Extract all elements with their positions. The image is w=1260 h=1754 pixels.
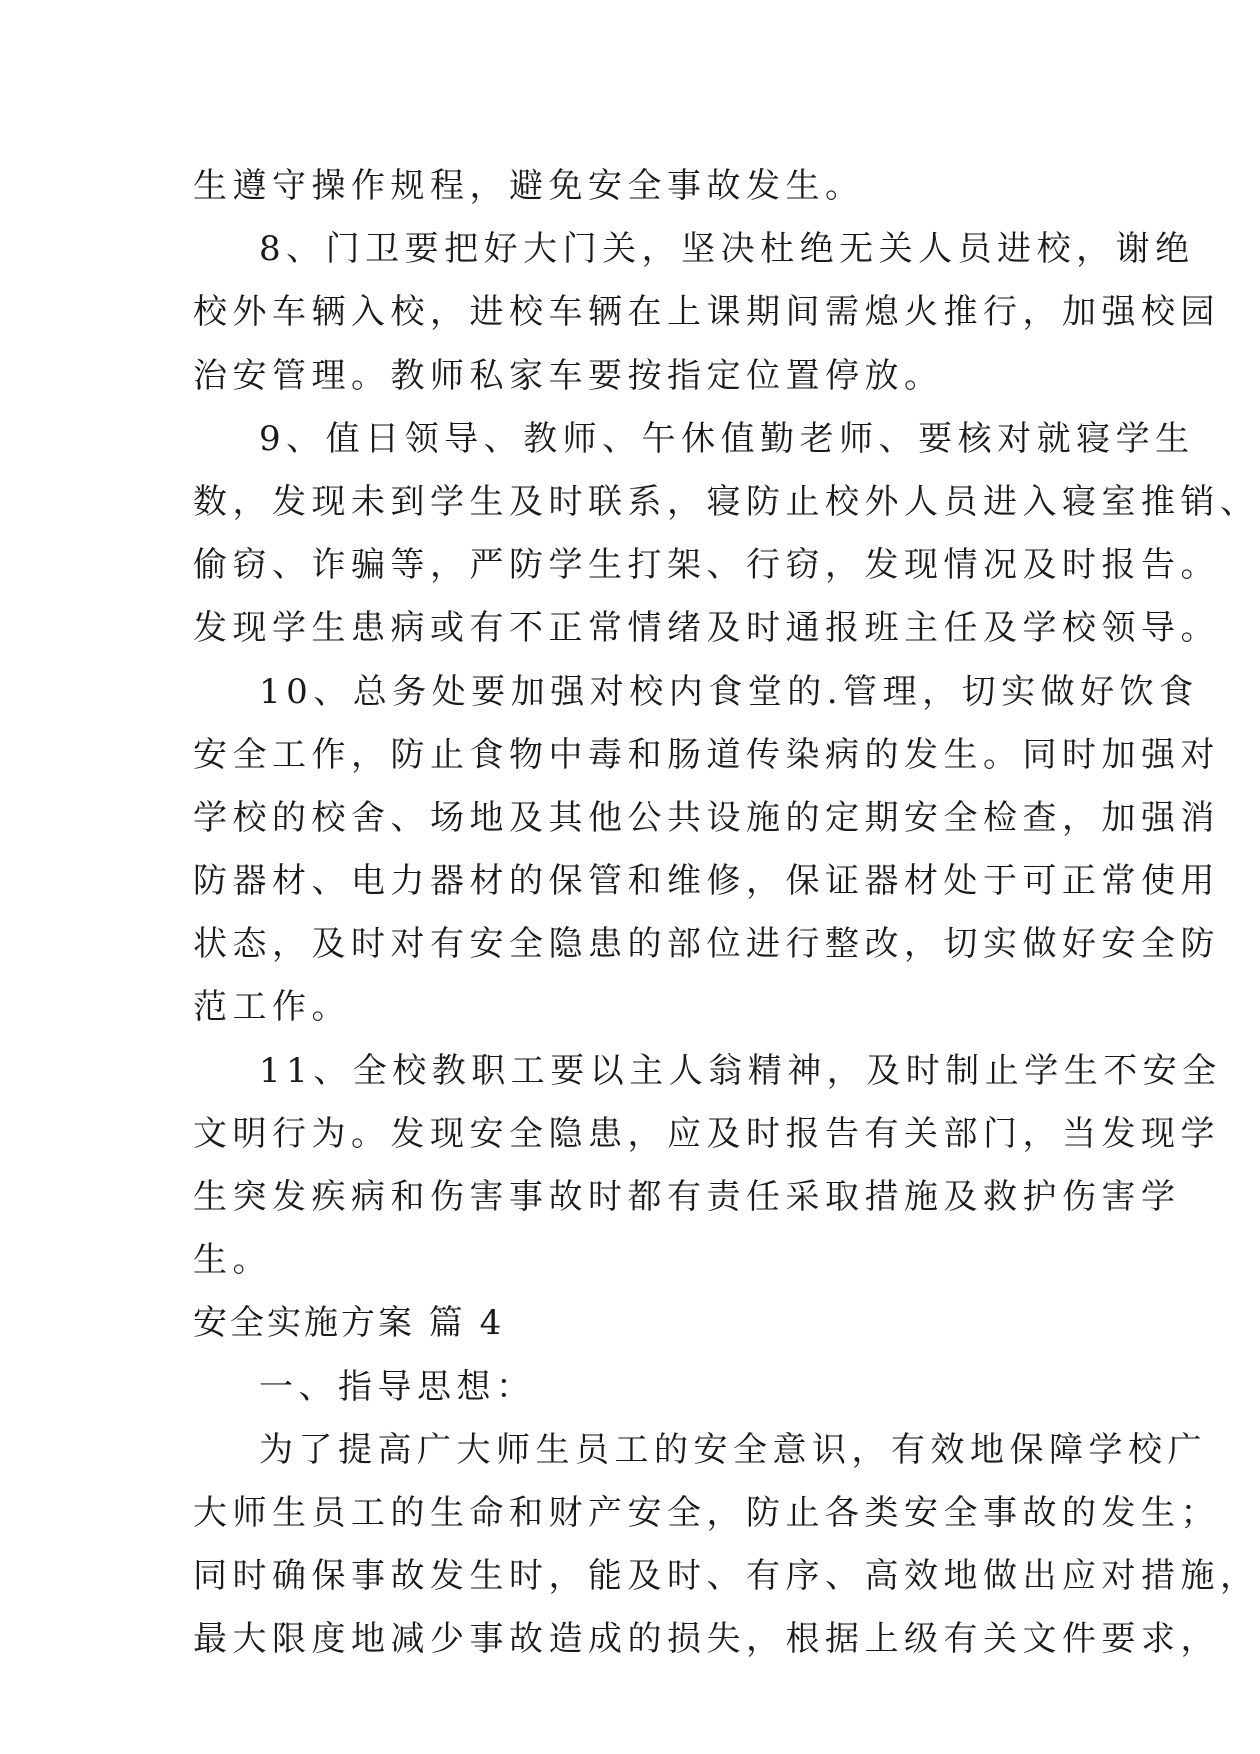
text-line: 大师生员工的生命和财产安全，防止各类安全事故的发生； [193, 1492, 1220, 1533]
text-line: 11、全校教职工要以主人翁精神，及时制止学生不安全 [259, 1050, 1222, 1091]
text-line: 数，发现未到学生及时联系，寝防止校外人员进入寝室推销、 [193, 481, 1260, 522]
text-line: 生。 [193, 1240, 272, 1281]
section-heading: 安全实施方案 篇 4 [193, 1303, 505, 1344]
text-line: 发现学生患病或有不正常情绪及时通报班主任及学校领导。 [193, 608, 1220, 649]
text-line: 偷窃、诈骗等，严防学生打架、行窃，发现情况及时报告。 [193, 545, 1220, 586]
text-line: 治安管理。教师私家车要按指定位置停放。 [193, 355, 944, 396]
text-line: 范工作。 [193, 987, 351, 1028]
text-line: 10、总务处要加强对校内食堂的.管理，切实做好饮食 [259, 671, 1199, 712]
text-line: 9、值日领导、教师、午休值勤老师、要核对就寝学生 [259, 418, 1195, 459]
text-line: 同时确保事故发生时，能及时、有序、高效地做出应对措施， [193, 1556, 1260, 1597]
document-page [193, 155, 1260, 1672]
text-line: 生突发疾病和伤害事故时都有责任采取措施及救护伤害学 [193, 1177, 1181, 1217]
text-line: 学校的校舍、场地及其他公共设施的定期安全检查，加强消 [193, 797, 1220, 838]
text-line: 文明行为。发现安全隐患，应及时报告有关部门，当发现学 [193, 1113, 1220, 1154]
text-line: 状态，及时对有安全隐患的部位进行整改，切实做好安全防 [193, 924, 1220, 965]
text-line: 为了提高广大师生员工的安全意识，有效地保障学校广 [259, 1429, 1207, 1470]
text-line: 生遵守操作规程，避免安全事故发生。 [193, 166, 865, 206]
text-line: 安全工作，防止食物中毒和肠道传染病的发生。同时加强对 [193, 734, 1220, 775]
subsection-heading: 一、指导思想： [259, 1366, 536, 1407]
text-line: 最大限度地减少事故造成的损失，根据上级有关文件要求， [193, 1619, 1220, 1660]
text-line: 校外车辆入校，进校车辆在上课期间需熄火推行，加强校园 [193, 292, 1220, 333]
text-line: 防器材、电力器材的保管和维修，保证器材处于可正常使用 [193, 861, 1220, 902]
text-line: 8、门卫要把好大门关，坚决杜绝无关人员进校，谢绝 [259, 229, 1195, 270]
